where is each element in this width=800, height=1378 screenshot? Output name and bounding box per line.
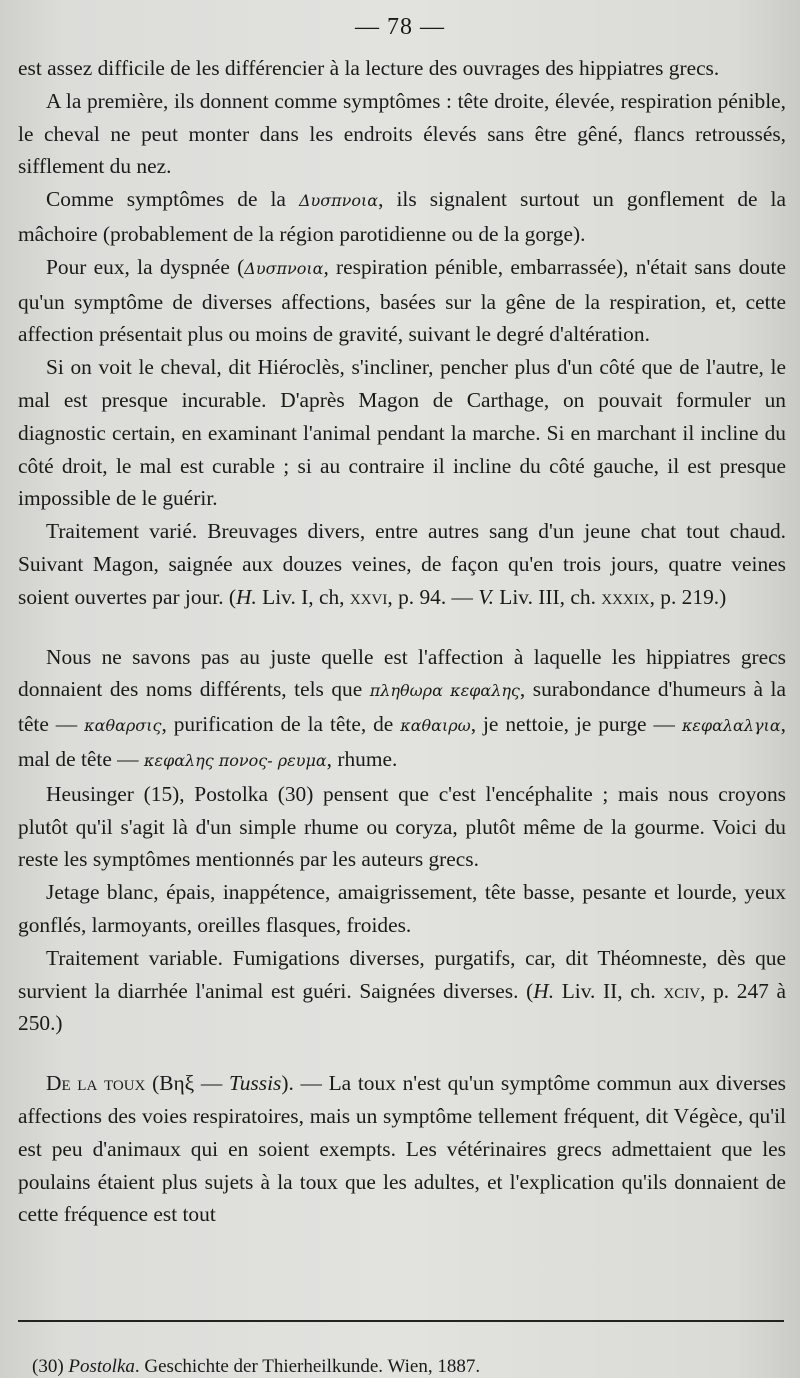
paragraph bbox=[18, 942, 786, 1040]
paragraph bbox=[18, 351, 786, 515]
footnote bbox=[32, 1356, 782, 1378]
text-run: A la première, ils donnent comme symptômes : tête droite, élevée, respiration pénible, le cheval ne peut monter dans les endroits élevés sans être gêné, flancs retroussés, sifflement du nez. bbox=[18, 88, 786, 179]
paragraph bbox=[18, 641, 786, 778]
greek-term: κεφαλης πονος- ρευμα bbox=[143, 750, 327, 770]
styled-text: xxxix bbox=[601, 584, 650, 609]
text-run: , p. 94. — bbox=[387, 584, 479, 609]
styled-text: H. bbox=[533, 978, 555, 1003]
page-number: — 78 — bbox=[355, 14, 445, 40]
text-run: Traitement varié. Breuvages divers, entre autres sang d'un jeune chat tout chaud. Suivant Magon, saignée aux douzes veines, de façon qu'en trois jours, quatre veines soient ouvertes par jour. ( bbox=[18, 519, 786, 609]
text-run: Pour eux, la dyspnée ( bbox=[46, 254, 245, 279]
text-run: Jetage blanc, épais, inappétence, amaigrissement, tête basse, pesante et lourde, yeux gonflés, larmoyants, oreilles flasques, froides. bbox=[18, 880, 786, 937]
paragraph bbox=[18, 251, 786, 351]
paragraph bbox=[18, 85, 786, 183]
footnote-rule bbox=[18, 1320, 784, 1322]
greek-term: καθαιρω bbox=[400, 716, 471, 736]
text-run: ). — La toux n'est qu'un symptôme commun aux diverses affections des voies respiratoires, mais un symptôme tellement fréquent, dit Végèce, qu'il est peu d'animaux qui en soient exempts. Les vétérinaires grecs admettaient que les poulains étaient plus sujets à la toux que les adultes, et l'explication qu'ils donnaient de cette fréquence est tout bbox=[18, 1071, 786, 1227]
greek-term: πληθωρα κεφαλης bbox=[369, 681, 520, 701]
paragraph bbox=[18, 52, 786, 85]
paragraph bbox=[18, 515, 786, 613]
styled-text: Tussis bbox=[229, 1071, 282, 1096]
styled-text: xciv bbox=[663, 978, 701, 1003]
text-run: Liv. III, ch. bbox=[493, 584, 602, 609]
styled-text: xxvi bbox=[349, 584, 388, 609]
paragraph bbox=[18, 778, 786, 876]
styled-text: Postolka bbox=[68, 1356, 135, 1377]
styled-text: H. bbox=[236, 584, 257, 609]
text-run: Liv. I, ch, bbox=[256, 584, 350, 609]
text-run: (30) bbox=[32, 1356, 69, 1377]
text-run: . Geschichte der Thierheilkunde. Wien, 1887. bbox=[134, 1356, 481, 1377]
text-run: , rhume. bbox=[326, 746, 398, 771]
paragraph bbox=[18, 876, 786, 942]
greek-term: Δυσπνοια bbox=[244, 258, 324, 278]
text-run: , p. 247 à 250.) bbox=[18, 978, 786, 1036]
text-run: , p. 219.) bbox=[649, 584, 727, 609]
text-run: , je nettoie, je purge — bbox=[470, 712, 682, 737]
text-run: , respiration pénible, embarrassée), n'était sans doute qu'un symptôme de diverses affections, basées sur la gêne de la respiration, et, cette affection présentait plus ou moins de gravité, suivant le degré d'altération. bbox=[18, 254, 786, 347]
text-run: , mal de tête — bbox=[18, 712, 786, 771]
text-run: Traitement variable. Fumigations diverses, purgatifs, car, dit Théomneste, dès que survient la diarrhée l'animal est guéri. Saignées diverses. ( bbox=[18, 945, 786, 1003]
text-run: (Βηξ — bbox=[145, 1071, 230, 1096]
styled-text: De la toux bbox=[46, 1071, 146, 1096]
text-run: est assez difficile de les différencier à la lecture des ouvrages des hippiatres grecs. bbox=[18, 56, 720, 80]
greek-term: Δυσπνοια bbox=[298, 191, 379, 211]
text-run: , purification de la tête, de bbox=[161, 712, 401, 737]
greek-term: καθαρσις bbox=[84, 716, 162, 736]
body-text bbox=[18, 52, 786, 1231]
text-run: Comme symptômes de la bbox=[46, 187, 299, 212]
text-run: , ils signalent surtout un gonflement de la mâchoire (probablement de la région parotidienne ou de la gorge). bbox=[18, 187, 786, 246]
styled-text: V. bbox=[478, 584, 494, 609]
paragraph bbox=[18, 183, 786, 251]
text-run: Heusinger (15), Postolka (30) pensent que c'est l'encéphalite ; mais nous croyons plutôt qu'il s'agit là d'un simple rhume ou coryza, plutôt même de la gourme. Voici du reste les symptômes mentionnés par les auteurs grecs. bbox=[18, 781, 786, 872]
text-run: Nous ne savons pas au juste quelle est l'affection à laquelle les hippiatres grecs donnaient des noms différents, tels que bbox=[18, 644, 786, 702]
text-run: Si on voit le cheval, dit Hiéroclès, s'incliner, pencher plus d'un côté que de l'autre, le mal est presque incurable. D'après Magon de Carthage, on pouvait formuler un diagnostic certain, en examinant l'animal pendant la marche. Si en marchant il incline du côté droit, le mal est curable ; si au contraire il incline du côté gauche, il est presque impossible de le guérir. bbox=[18, 355, 786, 511]
text-run: , surabondance d'humeurs à la tête — bbox=[18, 677, 786, 737]
paragraph bbox=[18, 1067, 786, 1231]
greek-term: κεφαλαλγια bbox=[681, 716, 781, 736]
text-run: Liv. II, ch. bbox=[554, 978, 664, 1003]
